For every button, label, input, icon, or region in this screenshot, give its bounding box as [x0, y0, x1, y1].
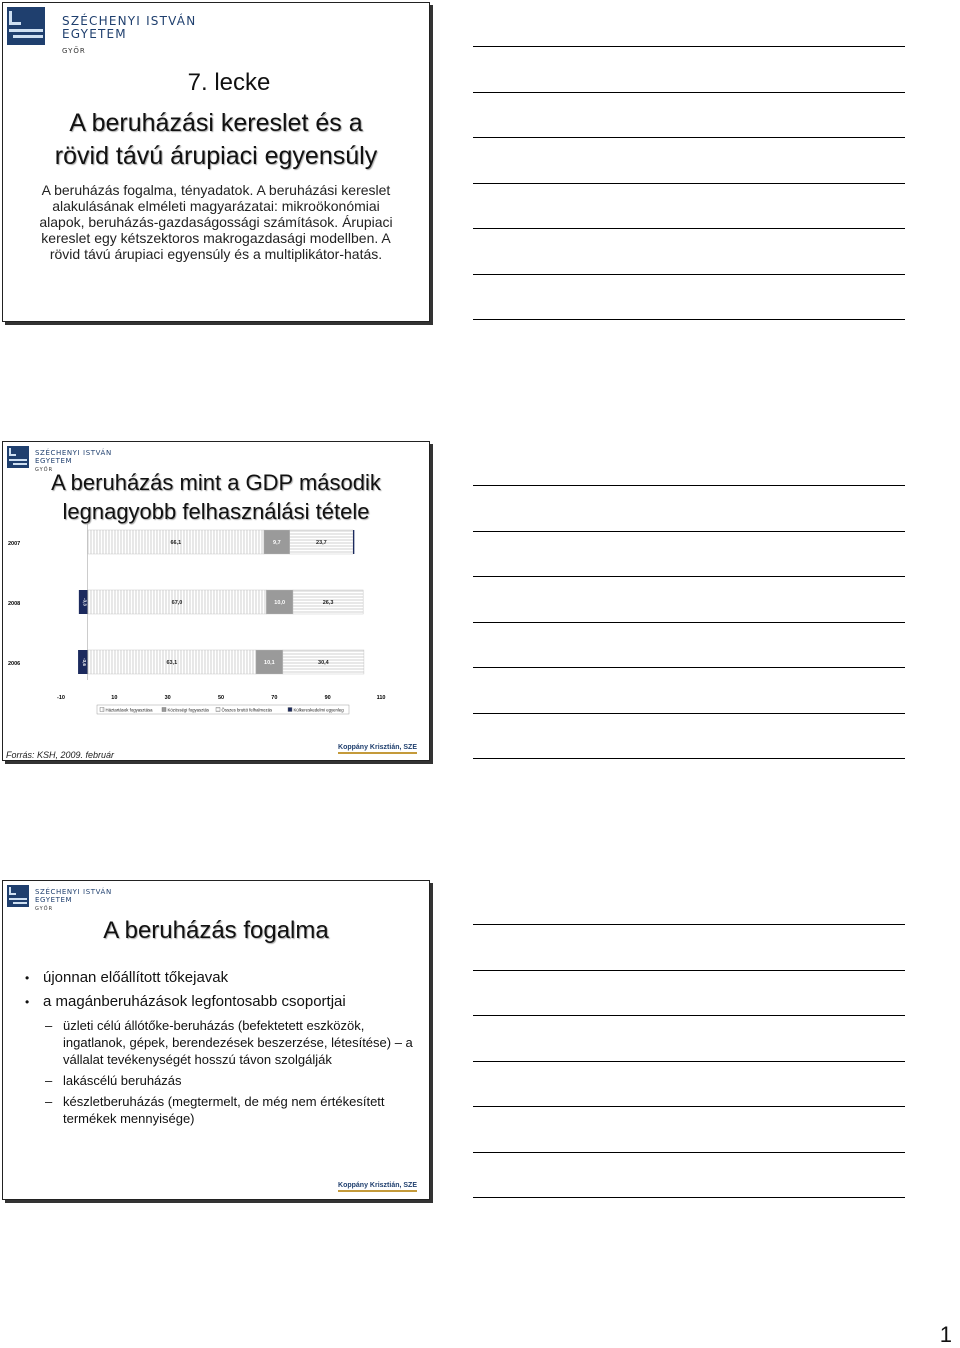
- title-slide: [2, 2, 430, 322]
- data-label: 67,0: [171, 600, 183, 606]
- note-line: [473, 274, 905, 275]
- year-label: 2006: [8, 661, 21, 667]
- note-line: [473, 531, 905, 532]
- bullet-item: [25, 993, 415, 1011]
- logo-line3: GYŐR: [62, 47, 86, 55]
- data-label: 30,4: [318, 660, 329, 666]
- note-line: [473, 667, 905, 668]
- logo-line2: EGYETEM: [35, 457, 73, 465]
- legend-swatch: [288, 708, 292, 712]
- university-logo: [7, 7, 196, 55]
- legend-label: Háztartások fogyasztása: [105, 707, 153, 713]
- legend-swatch: [162, 708, 166, 712]
- legend-label: Külkereskedelmi egyenleg: [293, 707, 344, 713]
- page-number: 1: [939, 1322, 952, 1347]
- note-line: [473, 137, 905, 138]
- note-line: [473, 622, 905, 623]
- legend-label: Közösségi fogyasztás: [167, 707, 210, 713]
- sub-bullet-text: üzleti célú állótőke-beruházás (befektetett eszközök, ingatlanok, gépek, berendezések beszerzése, létesítése) – a vállalat tevékenységét hosszú távon szolgálják: [63, 1018, 413, 1067]
- notes-lines-3: [473, 924, 905, 1243]
- slide-title-line2: legnagyobb felhasználási tétele: [62, 499, 370, 524]
- legend-swatch: [100, 708, 104, 712]
- author-credit: Koppány Krisztián, SZE: [338, 744, 417, 754]
- bullet-icon: •: [25, 995, 30, 1009]
- note-line: [473, 46, 905, 47]
- logo-line2: EGYETEM: [35, 896, 73, 904]
- data-label: 63,1: [166, 660, 178, 666]
- year-label: 2008: [8, 601, 21, 607]
- note-line: [473, 924, 905, 925]
- slide-title-line1: A beruházás mint a GDP második: [51, 470, 381, 495]
- note-line: [473, 1061, 905, 1062]
- note-line: [473, 319, 905, 320]
- note-line: [473, 713, 905, 714]
- notes-lines-2: [473, 485, 905, 804]
- data-label: 26,3: [322, 600, 334, 606]
- logo-line3: GYŐR: [35, 467, 54, 473]
- note-line: [473, 485, 905, 486]
- source-note: Forrás: KSH, 2009. február: [6, 750, 115, 760]
- logo-line2: EGYETEM: [62, 27, 127, 41]
- x-tick-label: 10: [111, 695, 118, 701]
- data-label: 66,1: [170, 540, 182, 546]
- year-label: 2007: [8, 541, 21, 547]
- bullet-icon: •: [25, 971, 30, 985]
- university-emblem-icon: [7, 446, 29, 468]
- x-tick-label: 50: [217, 695, 225, 701]
- data-label: -3,6: [81, 658, 87, 666]
- sub-bullet-item: [45, 1072, 415, 1089]
- sub-bullet-item: [45, 1093, 415, 1127]
- logo-line1: SZÉCHENYI ISTVÁN: [35, 449, 112, 457]
- x-tick-label: 30: [164, 695, 171, 701]
- bullet-text: újonnan előállított tőkejavak: [43, 969, 229, 986]
- slide-title-line1: A beruházási kereslet és a: [69, 109, 363, 137]
- gdp-usage-chart: [3, 524, 430, 746]
- slide-title: A beruházás fogalma: [103, 917, 329, 944]
- lesson-number: 7. lecke: [187, 69, 271, 96]
- data-label: 23,7: [316, 540, 327, 546]
- author-credit: Koppány Krisztián, SZE: [338, 1182, 417, 1192]
- note-line: [473, 758, 905, 759]
- sub-bullet-text: lakáscélú beruházás: [63, 1073, 182, 1088]
- data-label: 10,0: [274, 600, 286, 606]
- sub-bullet-text: készletberuházás (megtermelt, de még nem értékesített termékek mennyisége): [63, 1094, 385, 1126]
- note-line: [473, 970, 905, 971]
- note-line: [473, 1197, 905, 1198]
- note-line: [473, 1015, 905, 1016]
- x-tick-label: 70: [271, 695, 278, 701]
- data-label: 9,7: [273, 540, 281, 546]
- legend-swatch: [216, 708, 220, 712]
- dash-icon: –: [45, 1073, 53, 1088]
- chart-slide: [2, 441, 430, 761]
- slide-subtitle: A beruházás fogalma, tényadatok. A beruházási kereslet alakulásának elméleti magyarázatai: mikroökonómiai alapok, beruházás-gazdaságossági számítások. Árupiaci kereslet egy kétszektoros makrogazdasági modellben. A rövid távú árupiaci egyensúly és a multiplikátor-hatás.: [39, 182, 393, 262]
- note-line: [473, 576, 905, 577]
- bullet-item: [25, 969, 415, 987]
- university-emblem-icon: [7, 885, 29, 907]
- note-line: [473, 228, 905, 229]
- logo-line1: SZÉCHENYI ISTVÁN: [35, 888, 112, 896]
- slide-title-line2: rövid távú árupiaci egyensúly: [54, 142, 378, 170]
- note-line: [473, 1152, 905, 1153]
- dash-icon: –: [45, 1018, 53, 1033]
- logo-line3: GYŐR: [35, 906, 54, 912]
- bullet-text: a magánberuházások legfontosabb csoportjai: [43, 993, 346, 1010]
- university-logo: [7, 885, 112, 912]
- bar-segment-trade-balance: [353, 530, 354, 554]
- bullet-list: [25, 969, 415, 1131]
- slide-title: [3, 468, 429, 526]
- data-label: -3,3: [82, 598, 88, 606]
- note-line: [473, 92, 905, 93]
- note-line: [473, 183, 905, 184]
- data-label: 10,1: [264, 660, 275, 666]
- definition-slide: [2, 880, 430, 1200]
- dash-icon: –: [45, 1094, 53, 1109]
- x-tick-label: -10: [57, 695, 65, 701]
- slide-title: [3, 107, 429, 173]
- x-tick-label: 110: [376, 695, 386, 701]
- logo-line1: SZÉCHENYI ISTVÁN: [62, 14, 197, 28]
- university-emblem-icon: [7, 7, 45, 45]
- sub-bullet-item: [45, 1017, 415, 1068]
- x-tick-label: 90: [324, 695, 331, 701]
- legend-label: Összes bruttó felhalmozás: [221, 707, 273, 713]
- note-line: [473, 1106, 905, 1107]
- notes-lines-1: [473, 46, 905, 365]
